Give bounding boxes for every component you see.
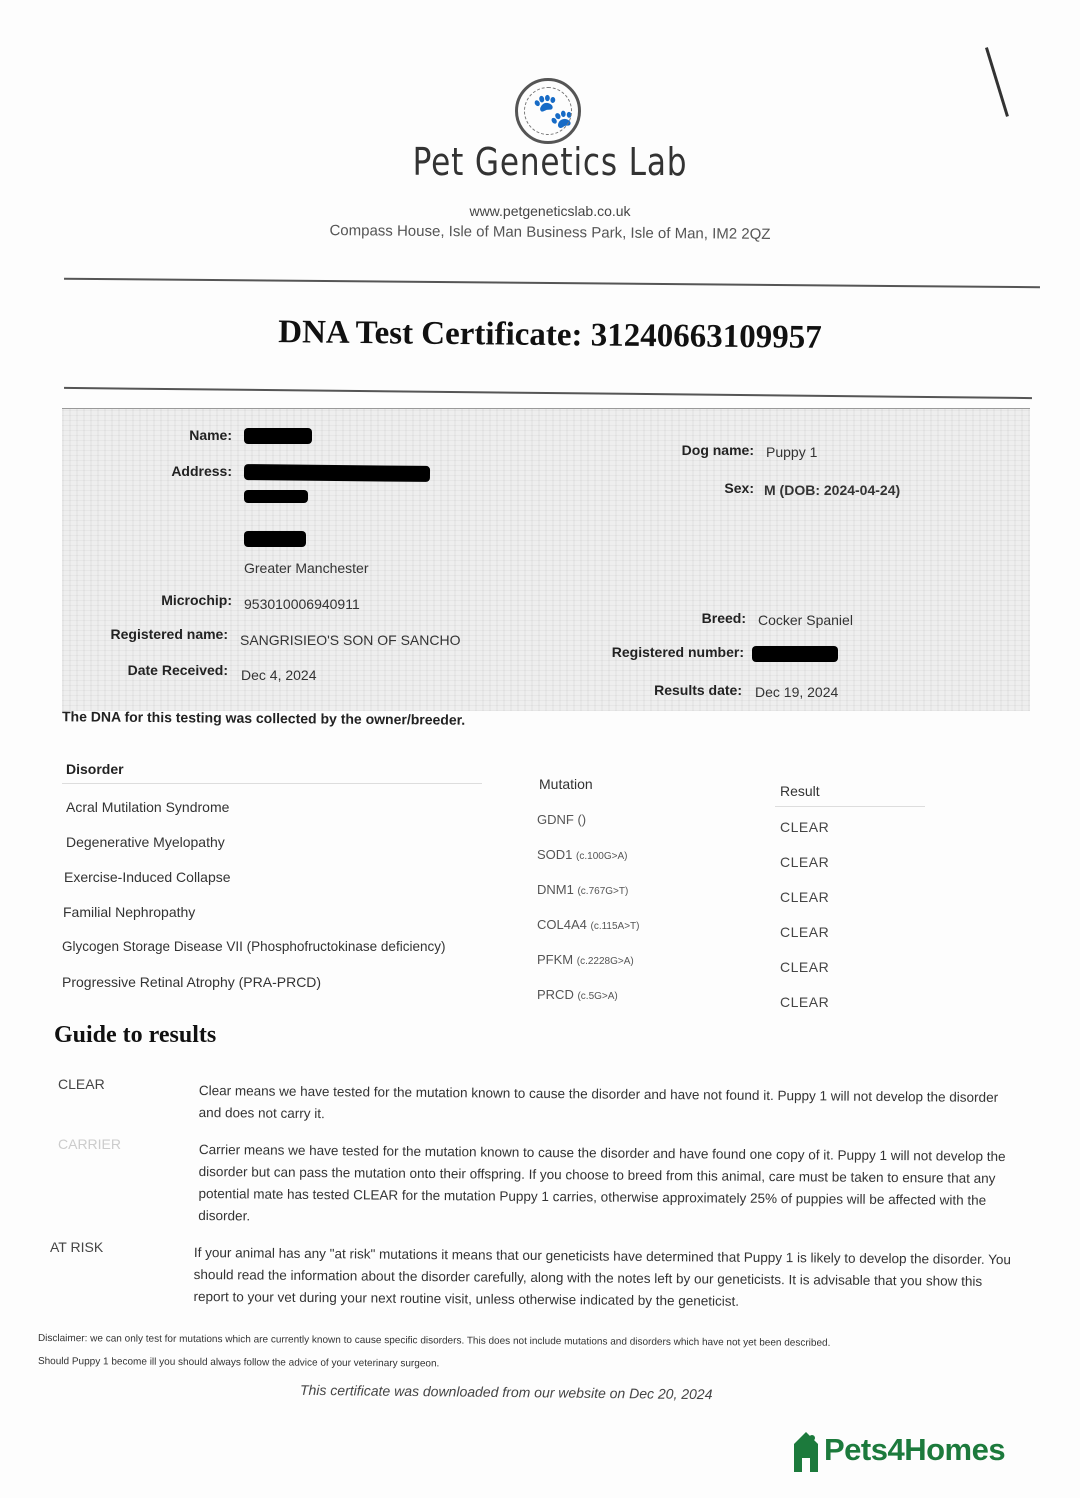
microchip-label: Microchip: — [161, 592, 232, 608]
breed-value: Cocker Spaniel — [758, 612, 853, 628]
guide-term-carrier: CARRIER — [58, 1136, 122, 1152]
disorder-cell: Familial Nephropathy — [63, 904, 196, 920]
owner-name-label: Name: — [189, 427, 232, 443]
result-cell: CLEAR — [780, 889, 830, 905]
variant-code: (c.115A>T) — [590, 921, 640, 932]
owner-city: Greater Manchester — [244, 560, 369, 576]
variant-code: (c.5G>A) — [577, 991, 618, 1002]
gene-name: COL4A4 — [537, 917, 587, 932]
disorder-cell: Exercise-Induced Collapse — [64, 869, 231, 885]
download-note: This certificate was downloaded from our website on Dec 20, 2024 — [299, 1381, 713, 1403]
sex-label: Sex: — [724, 480, 754, 496]
guide-term-at-risk: AT RISK — [50, 1239, 104, 1255]
pen-mark — [985, 47, 1009, 117]
results-date-value: Dec 19, 2024 — [755, 684, 839, 700]
address-redaction-3 — [244, 531, 306, 547]
guide-desc-at-risk: If your animal has any "at risk" mutations it means that our geneticists have determined that Puppy 1 is likely to develop the disorder. You should read the information about the disorder carefully, along with the notes left by our geneticists. It is advisable that you show this report to your vet during your next routine visit, unless otherwise indicated by the geneticist. — [193, 1244, 1011, 1309]
results-date-label: Results date: — [654, 682, 742, 698]
registered-number-label: Registered number: — [611, 644, 744, 660]
owner-name-redaction — [244, 428, 312, 444]
disorder-cell: Progressive Retinal Atrophy (PRA-PRCD) — [62, 974, 322, 990]
owner-address-label: Address: — [171, 463, 232, 479]
lab-website: www.petgeneticslab.co.uk — [469, 203, 631, 219]
mutation-header: Mutation — [539, 776, 593, 792]
gene-name: SOD1 — [537, 847, 573, 862]
table-rule-result — [775, 806, 925, 807]
lab-address: Compass House, Isle of Man Business Park, Isle of Man, IM2 2QZ — [329, 222, 771, 243]
guide-desc-clear: Clear means we have tested for the mutation known to cause the disorder and have not found it. Puppy 1 will not develop the disorder and does not carry it. — [198, 1082, 999, 1122]
lab-name: Pet Genetics Lab — [412, 140, 688, 184]
guide-title: Guide to results — [54, 1022, 217, 1048]
gene-name: DNM1 — [537, 882, 574, 897]
disclaimer-line-1: Disclaimer: we can only test for mutations which are currently known to cause specific disorders. This does not include mutations and disorders which have not yet been described. — [37, 1333, 831, 1349]
house-dog-icon — [790, 1428, 822, 1472]
result-cell: CLEAR — [780, 959, 830, 975]
paw-icon: 🐾 — [532, 92, 575, 130]
table-rule — [62, 783, 482, 784]
dog-name-value: Puppy 1 — [766, 444, 818, 460]
gene-name: GDNF () — [537, 812, 587, 827]
registered-number-redaction — [752, 646, 838, 662]
mutation-cell — [537, 987, 618, 1002]
disclaimer-line-2: Should Puppy 1 become ill you should always follow the advice of your veterinary surgeon. — [37, 1356, 440, 1370]
result-cell: CLEAR — [780, 924, 830, 940]
gene-name: PFKM — [537, 952, 574, 967]
breed-label: Breed: — [701, 610, 746, 626]
registered-name-label: Registered name: — [110, 626, 228, 642]
lab-logo — [515, 78, 581, 144]
result-cell: CLEAR — [780, 819, 830, 835]
address-redaction-2 — [244, 490, 308, 503]
collection-note: The DNA for this testing was collected by the owner/breeder. — [61, 708, 466, 728]
mutation-cell — [537, 882, 628, 897]
disorder-cell: Degenerative Myelopathy — [66, 834, 225, 850]
disorder-header: Disorder — [66, 761, 124, 777]
microchip-value: 953010006940911 — [244, 596, 360, 612]
mutation-cell — [537, 952, 634, 967]
brand-name: Pets4Homes — [824, 1432, 1006, 1467]
certificate-title: DNA Test Certificate: 31240663109957 — [278, 314, 822, 356]
result-cell: CLEAR — [780, 854, 830, 870]
result-header: Result — [780, 783, 820, 799]
disorder-cell: Acral Mutilation Syndrome — [66, 799, 230, 815]
date-received-label: Date Received: — [127, 662, 228, 678]
sex-value: M (DOB: 2024-04-24) — [764, 482, 901, 498]
date-received-value: Dec 4, 2024 — [241, 667, 317, 683]
variant-code: (c.2228G>A) — [576, 956, 634, 967]
dog-name-label: Dog name: — [681, 442, 754, 458]
variant-code: (c.100G>A) — [576, 851, 628, 862]
address-redaction-1 — [244, 464, 430, 482]
divider-title — [64, 387, 1032, 399]
guide-term-clear: CLEAR — [58, 1076, 105, 1092]
mutation-cell — [537, 812, 586, 827]
variant-code: (c.767G>T) — [577, 886, 629, 897]
mutation-cell — [537, 917, 640, 932]
registered-name-value: SANGRISIEO'S SON OF SANCHO — [240, 632, 461, 648]
guide-desc-carrier: Carrier means we have tested for the mutation known to cause the disorder and have found one copy of it. Puppy 1 will not develop the disorder but can pass the mutation onto their offspring. If you choose to breed from this animal, care must be taken to ensure that any potential mate has tested CLEAR for the mutation Puppy 1 carries, otherwise approximately 25% of puppies will be affected with the disorder. — [198, 1141, 1006, 1224]
gene-name: PRCD — [537, 987, 574, 1002]
disorder-cell: Glycogen Storage Disease VII (Phosphofructokinase deficiency) — [62, 939, 446, 954]
mutation-cell — [537, 847, 627, 862]
divider-top — [64, 278, 1040, 289]
result-cell: CLEAR — [780, 994, 830, 1010]
